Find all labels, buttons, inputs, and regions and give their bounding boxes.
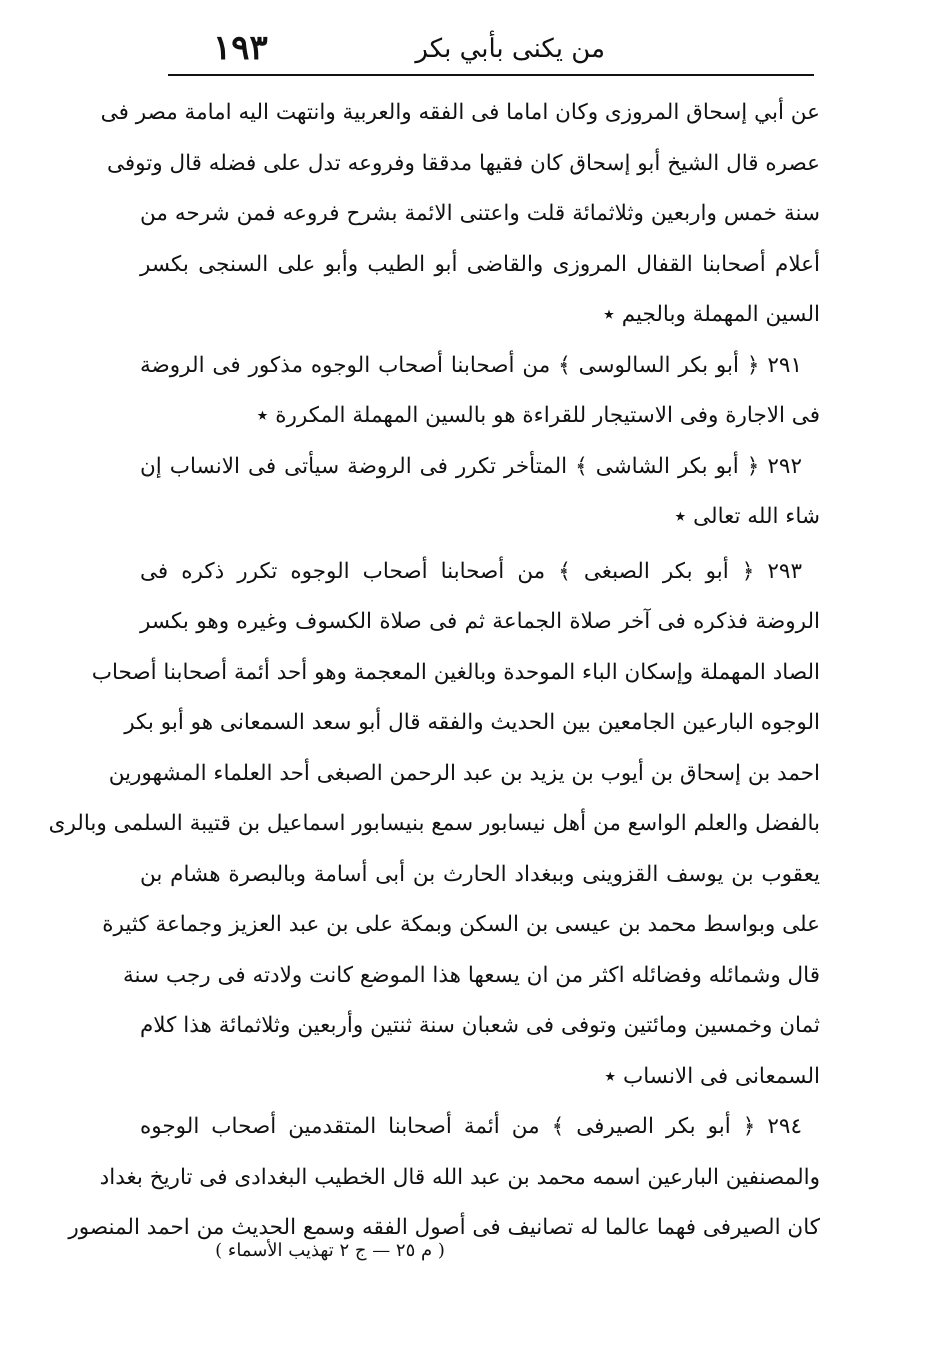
text-line: يعقوب بن يوسف القزوينى وببغداد الحارث بن أبى أسامة وبالبصرة هشام بن xyxy=(140,861,820,887)
text-line: قال وشمائله وفضائله اكثر من ان يسعها هذا الموضع كانت ولادته فى رجب سنة xyxy=(123,962,820,988)
text-line: أعلام أصحابنا القفال المروزى والقاضى أبو الطيب وأبو على السنجى بكسر xyxy=(140,251,820,277)
page-header xyxy=(165,20,815,76)
text-line: شاء الله تعالى ٭ xyxy=(674,504,820,529)
text-line: الصاد المهملة وإسكان الباء الموحدة وبالغين المعجمة وهو أحد أئمة أصحابنا أصحاب xyxy=(91,659,820,685)
text-line: على وبواسط محمد بن عيسى بن السكن وبمكة على بن عبد العزيز وجماعة كثيرة xyxy=(102,912,820,937)
text-line: فى الاجارة وفى الاستيجار للقراءة هو بالسين المهملة المكررة ٭ xyxy=(256,403,820,428)
entry-293-line: ٢٩٣ ﴿ أبو بكر الصبغى ﴾ من أصحابنا أصحاب الوجوه تكرر ذكره فى xyxy=(140,558,802,584)
text-line: الوجوه البارعين الجامعين بين الحديث والفقه قال أبو سعد السمعانى هو أبو بكر xyxy=(124,710,820,735)
text-line: السين المهملة وبالجيم ٭ xyxy=(603,302,820,327)
text-line: عن أبي إسحاق المروزى وكان اماما فى الفقه والعربية وانتهت اليه امامة مصر فى xyxy=(100,100,820,125)
page-number: ١٩٣ xyxy=(213,28,268,68)
text-line: ثمان وخمسين ومائتين وتوفى فى شعبان سنة ثنتين وأربعين وثلاثمائة هذا كلام xyxy=(140,1013,820,1038)
text-line: السمعانى فى الانساب ٭ xyxy=(604,1063,820,1089)
entry-292-line: ٢٩٢ ﴿ أبو بكر الشاشى ﴾ المتأخر تكرر فى الروضة سيأتى فى الانساب إن xyxy=(140,453,802,479)
text-line: بالفضل والعلم الواسع من أهل نيسابور سمع بنيسابور اسماعيل بن قتيبة السلمى وبالرى xyxy=(48,811,820,836)
text-line: عصره قال الشيخ أبو إسحاق كان فقيها مدققا وفروعه تدل على فضله قال وتوفى xyxy=(106,150,820,176)
entry-291-line: ٢٩١ ﴿ أبو بكر السالوسى ﴾ من أصحابنا أصحاب الوجوه مذكور فى الروضة xyxy=(140,352,802,378)
text-line: والمصنفين البارعين اسمه محمد بن عبد الله قال الخطيب البغدادى فى تاريخ بغداد xyxy=(99,1164,820,1190)
signature-footnote: ( م ٢٥ — ج ٢ تهذيب الأسماء ) xyxy=(215,1240,445,1261)
body-text xyxy=(48,88,820,1254)
text-line: احمد بن إسحاق بن أيوب بن يزيد بن عبد الرحمن الصبغى أحد العلماء المشهورين xyxy=(108,760,820,786)
entry-294-line: ٢٩٤ ﴿ أبو بكر الصيرفى ﴾ من أئمة أصحابنا المتقدمين أصحاب الوجوه xyxy=(140,1114,802,1139)
text-line: كان الصيرفى فهما عالما له تصانيف فى أصول الفقه وسمع الحديث من احمد المنصور xyxy=(68,1215,820,1240)
header-rule xyxy=(168,74,814,76)
running-title: من يكنى بأبي بكر xyxy=(415,34,605,64)
text-line: سنة خمس واربعين وثلاثمائة قلت واعتنى الائمة بشرح فروعه فمن شرحه من xyxy=(140,201,820,226)
text-line: الروضة فذكره فى آخر صلاة الجماعة ثم فى صلاة الكسوف وغيره وهو بكسر xyxy=(140,609,820,634)
